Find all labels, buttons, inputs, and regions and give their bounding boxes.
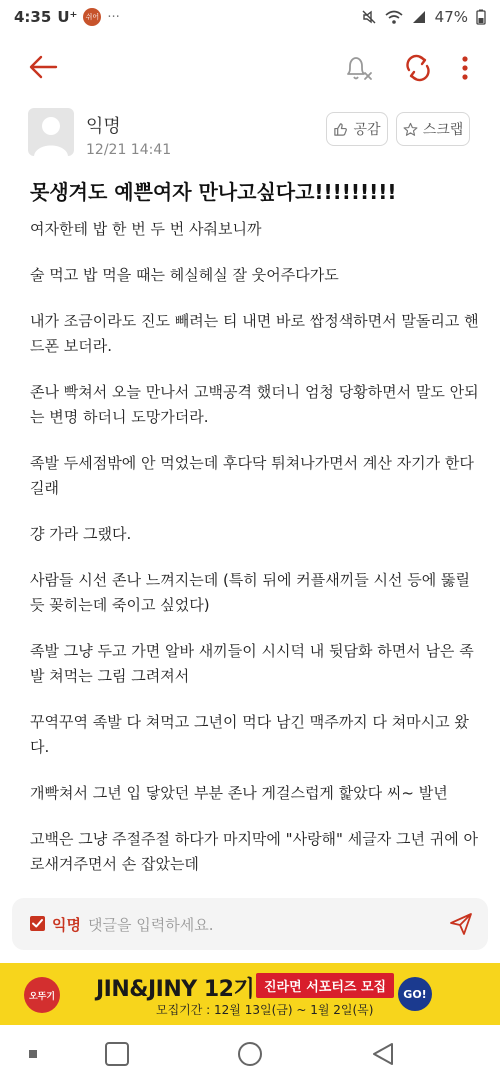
refresh-button[interactable] bbox=[402, 52, 434, 84]
comment-bar bbox=[12, 898, 488, 950]
ad-logo: 오뚜기 bbox=[24, 977, 60, 1013]
scrap-button[interactable] bbox=[396, 112, 470, 146]
mute-icon bbox=[361, 9, 377, 25]
post-paragraph: 내가 조금이라도 진도 빼려는 티 내면 바로 쌉정색하면서 말돌리고 핸드폰 보더라. bbox=[30, 312, 479, 355]
comment-input[interactable] bbox=[86, 908, 430, 942]
ad-period: 모집기간 : 12월 13일(금) ~ 1월 2일(목) bbox=[156, 1003, 374, 1017]
back-button[interactable] bbox=[26, 52, 60, 82]
post-paragraph: 걍 가라 그랬다. bbox=[30, 525, 132, 543]
top-app-bar bbox=[0, 34, 500, 100]
status-carrier: U⁺ bbox=[57, 8, 78, 26]
home-icon bbox=[235, 1039, 265, 1069]
send-button[interactable] bbox=[448, 911, 474, 937]
recents-icon bbox=[102, 1039, 132, 1069]
more-vertical-icon bbox=[455, 52, 475, 84]
like-button[interactable] bbox=[326, 112, 388, 146]
back-arrow-icon bbox=[26, 52, 60, 82]
post-paragraph: 족발 그냥 두고 가면 알바 새끼들이 시시덕 내 뒷담화 하면서 남은 족발 쳐먹는 그림 그려져서 bbox=[30, 642, 474, 685]
thumbs-up-icon bbox=[333, 122, 348, 137]
anonymous-checkbox[interactable] bbox=[30, 916, 45, 931]
like-label: 공감 bbox=[353, 122, 381, 138]
check-icon bbox=[30, 916, 45, 931]
scrap-label: 스크랩 bbox=[422, 122, 464, 138]
refresh-icon bbox=[402, 52, 434, 84]
post-paragraph: 꾸역꾸역 족발 다 쳐먹고 그년이 먹다 남긴 맥주까지 다 쳐마시고 왔다. bbox=[30, 713, 469, 756]
status-bar bbox=[0, 0, 500, 34]
nav-back-icon bbox=[368, 1039, 398, 1069]
wifi-icon bbox=[385, 9, 403, 25]
bell-off-icon bbox=[344, 52, 374, 84]
nav-recents-button[interactable] bbox=[102, 1039, 132, 1069]
ad-brand: JIN&JINY 12기 bbox=[96, 977, 255, 1002]
post-body bbox=[30, 217, 480, 969]
signal-icon bbox=[411, 9, 427, 25]
post-title: 못생겨도 예쁜여자 만나고싶다고!!!!!!!!! bbox=[30, 180, 397, 204]
post-paragraph: 개빡쳐서 그년 입 닿았던 부분 존나 게걸스럽게 핥았다 씨~ 발년 bbox=[30, 784, 448, 802]
post-paragraph: 사람들 시선 존나 느껴지는데 (특히 뒤에 커플새끼들 시선 등에 뚫릴듯 꽂히는데 죽이고 싶었다) bbox=[30, 571, 470, 614]
post-paragraph: 여자한테 밥 한 번 두 번 사줘보니까 bbox=[30, 220, 262, 238]
ad-banner[interactable] bbox=[0, 963, 500, 1025]
ad-go-button[interactable]: GO! bbox=[398, 977, 432, 1011]
post-paragraph: 고백은 그냥 주절주절 하다가 마지막에 "사랑해" 세글자 그년 귀에 아로새겨주면서 손 잡았는데 bbox=[30, 830, 478, 873]
status-time: 4:35 bbox=[14, 8, 52, 26]
default-avatar-icon bbox=[28, 108, 74, 156]
nav-menu-button[interactable] bbox=[18, 1039, 48, 1069]
nav-home-button[interactable] bbox=[235, 1039, 265, 1069]
author-name: 익명 bbox=[86, 116, 121, 137]
system-nav-bar bbox=[0, 1025, 500, 1083]
post-header bbox=[28, 108, 478, 164]
post-date: 12/21 14:41 bbox=[86, 142, 172, 158]
status-more-icon: ··· bbox=[107, 9, 120, 25]
send-icon bbox=[448, 911, 474, 937]
nav-back-button[interactable] bbox=[368, 1039, 398, 1069]
nav-dot-icon bbox=[18, 1039, 48, 1069]
post-paragraph: 술 먹고 밥 먹을 때는 헤실헤실 잘 웃어주다가도 bbox=[30, 266, 339, 284]
anonymous-label[interactable]: 익명 bbox=[52, 916, 81, 934]
status-badge-icon: 쉬어 bbox=[83, 8, 101, 26]
more-options-button[interactable] bbox=[455, 52, 475, 84]
post-paragraph: 존나 빡쳐서 오늘 만나서 고백공격 했더니 엄청 당황하면서 말도 안되는 변명 하더니 도망가더라. bbox=[30, 383, 479, 426]
ad-tag: 진라면 서포터즈 모집 bbox=[256, 973, 394, 998]
battery-icon bbox=[476, 9, 486, 25]
battery-percent: 47% bbox=[434, 8, 468, 26]
post-paragraph: 족발 두세점밖에 안 먹었는데 후다닥 튀쳐나가면서 계산 자기가 한다길래 bbox=[30, 454, 474, 497]
star-icon bbox=[403, 122, 418, 137]
notification-off-button[interactable] bbox=[344, 52, 374, 84]
avatar bbox=[28, 108, 74, 156]
